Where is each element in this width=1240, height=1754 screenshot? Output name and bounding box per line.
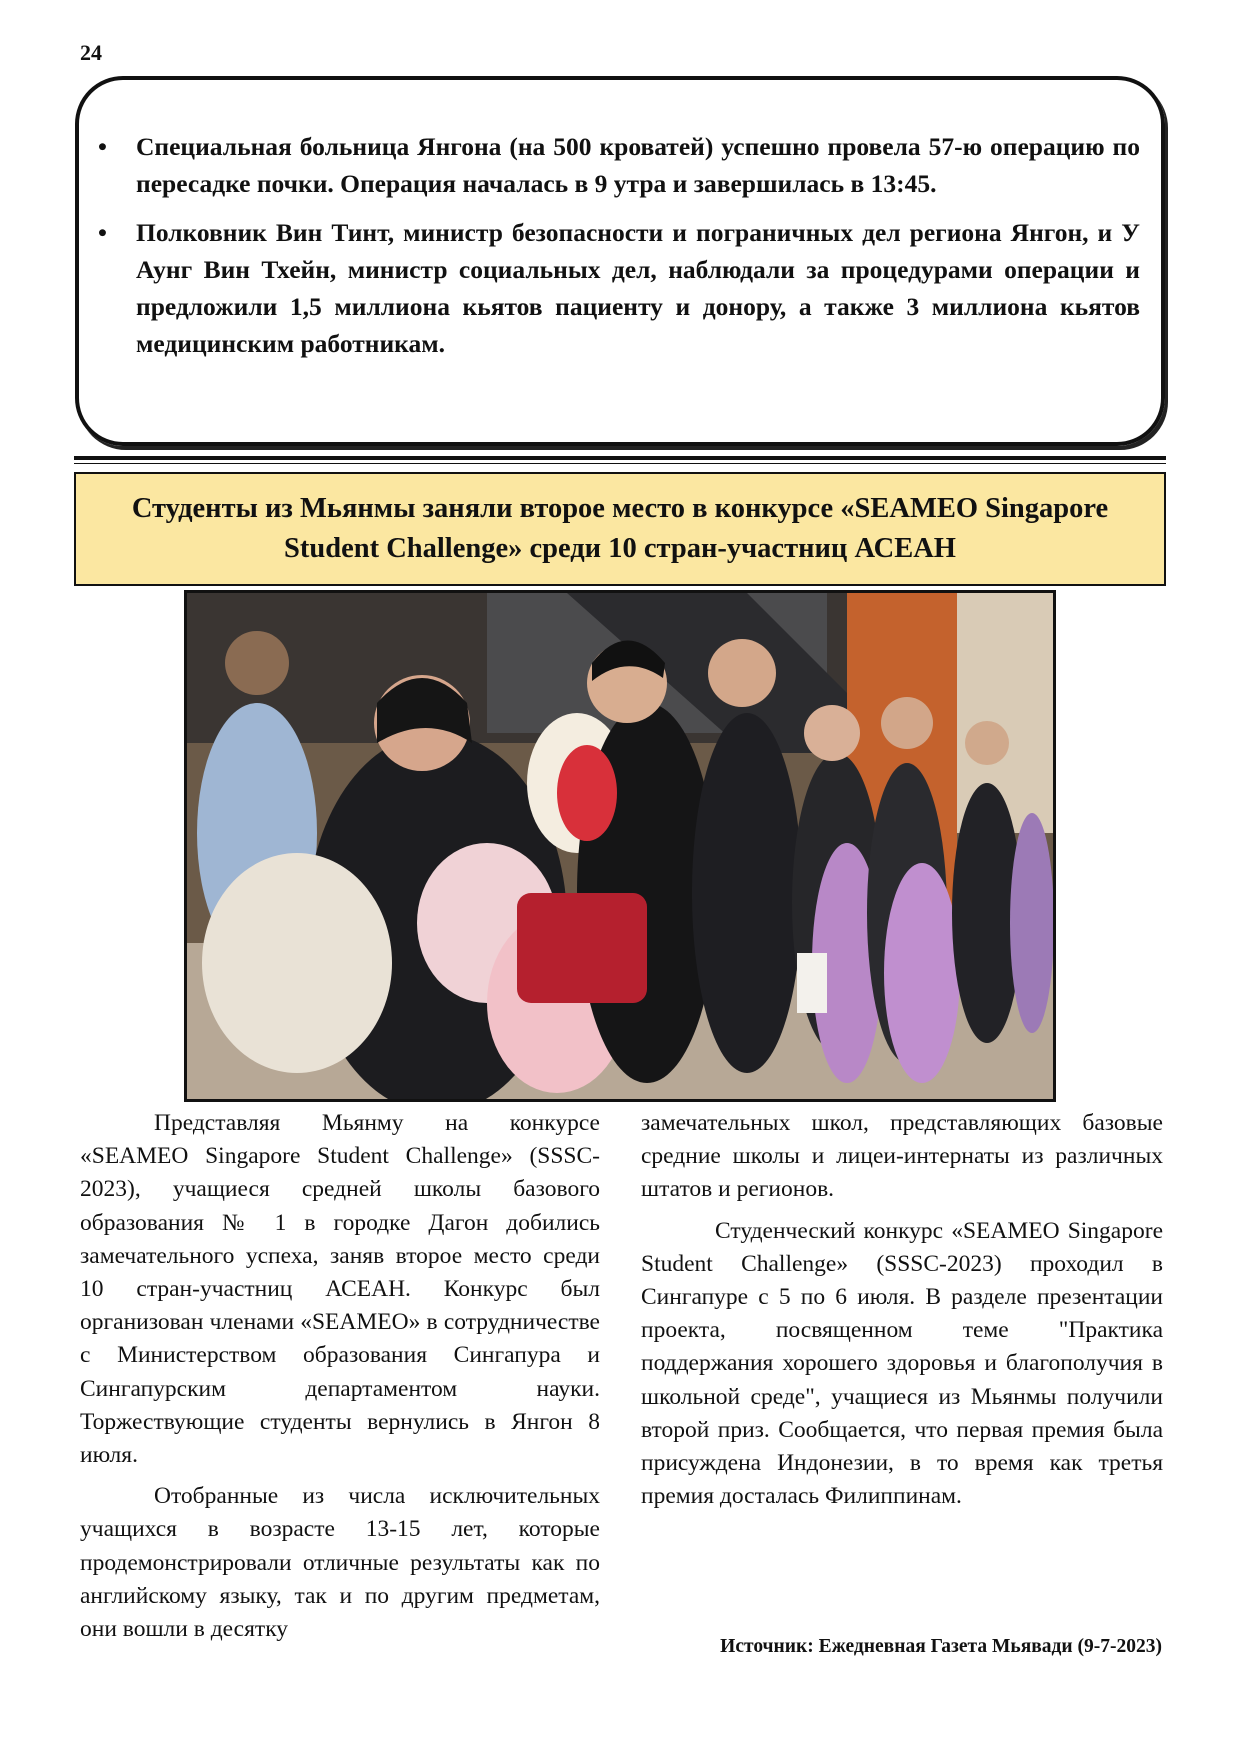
article-headline: Студенты из Мьянмы заняли второе место в конкурсе «SEAMEO Singapore Student Challenge» среди 10 стран-участниц АСЕАН bbox=[131, 493, 1109, 564]
article-paragraph: замечательных школ, представляющих базовые средние школы и лицеи-интернаты из различных штатов и регионов. bbox=[641, 1110, 1163, 1203]
bullet-dot-icon: • bbox=[98, 218, 107, 247]
bullet-text: Специальная больница Янгона (на 500 кроватей) успешно провела 57-ю операцию по пересадке почки. Операция началась в 9 утра и завершилась в 13:45. bbox=[136, 132, 1140, 198]
page-number: 24 bbox=[80, 40, 102, 65]
bullet-item bbox=[90, 214, 1140, 362]
article-column-left bbox=[80, 1107, 600, 1654]
bullet-text: Полковник Вин Тинт, министр безопасности и пограничных дел региона Янгон, и У Аунг Вин Тхейн, министр социальных дел, наблюдали за процедурами операции и предложили 1,5 миллиона кьятов пациенту и донору, а также 3 миллиона кьятов медицинским работникам. bbox=[136, 218, 1140, 358]
article-paragraph: Отобранные из числа исключительных учащихся в возрасте 13-15 лет, которые продемонстрировали отличные результаты как по английскому языку, так и по другим предметам, они вошли в десятку bbox=[80, 1483, 600, 1643]
bullet-item bbox=[90, 128, 1140, 202]
article-column-right bbox=[641, 1107, 1163, 1521]
article-paragraph: Представляя Мьянму на конкурсе «SEAMEO Singapore Student Challenge» (SSSC-2023), учащиеся средней школы базового образования № 1 в городке Дагон добились замечательного успеха, заняв второе место среди 10 стран-участниц АСЕАН. Конкурс был организован членами «SEAMEO» в сотрудничестве с Министерством образования Сингапура и Сингапурским департаментом науки. Торжествующие студенты вернулись в Янгон 8 июля. bbox=[80, 1110, 600, 1469]
airport-welcome-photo bbox=[187, 593, 1053, 1099]
news-bullet-list bbox=[90, 128, 1140, 374]
bullet-dot-icon: • bbox=[98, 132, 107, 161]
section-divider bbox=[74, 456, 1166, 460]
headline-box bbox=[74, 472, 1166, 586]
source-credit: Источник: Ежедневная Газета Мьявади (9-7-2023) bbox=[720, 1636, 1162, 1657]
article-photo bbox=[184, 590, 1056, 1102]
section-divider-thin bbox=[74, 463, 1166, 464]
article-paragraph: Студенческий конкурс «SEAMEO Singapore Student Challenge» (SSSC-2023) проходил в Сингапуре с 5 по 6 июля. В разделе презентации проекта, посвященном теме "Практика поддержания хорошего здоровья и благополучия в школьной среде", учащиеся из Мьянмы получили второй приз. Сообщается, что первая премия была присуждена Индонезии, в то время как третья премия досталась Филиппинам. bbox=[641, 1217, 1163, 1510]
